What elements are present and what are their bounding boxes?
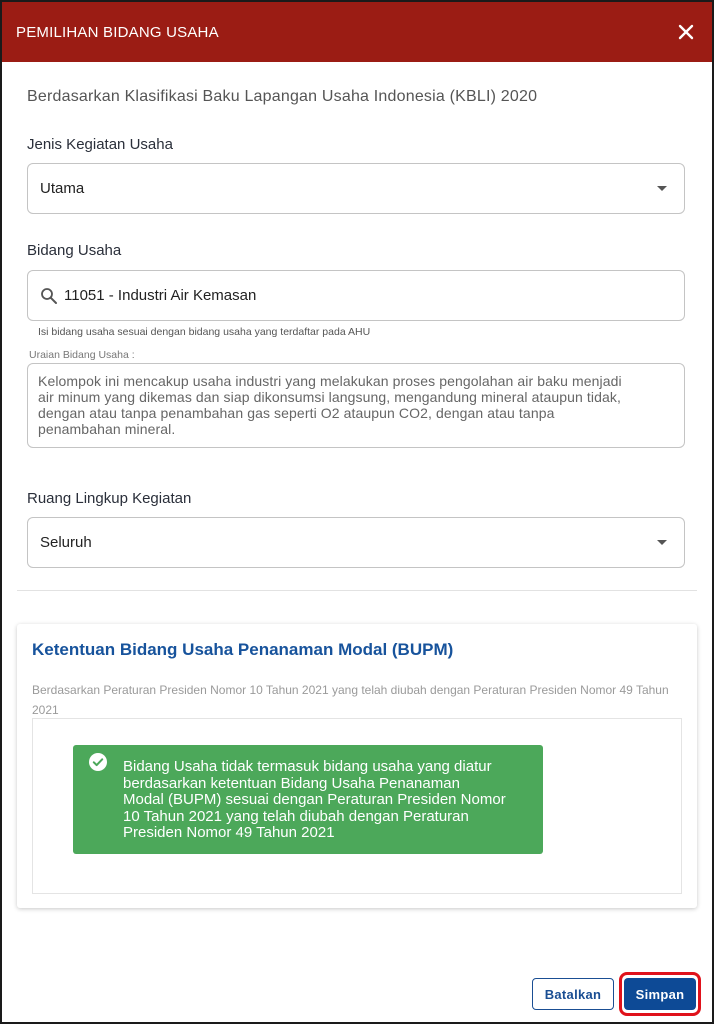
bidang-usaha-search-input[interactable] [27, 270, 685, 321]
bupm-success-alert [73, 745, 543, 854]
ruang-lingkup-value: Seluruh [40, 534, 92, 551]
uraian-line: Kelompok ini mencakup usaha industri yang melakukan proses pengolahan air baku menjadi [38, 373, 622, 389]
alert-line: Bidang Usaha tidak termasuk bidang usaha yang diatur [123, 758, 492, 775]
dialog-title: PEMILIHAN BIDANG USAHA [16, 23, 219, 41]
close-button[interactable] [674, 20, 698, 44]
search-icon [40, 286, 60, 306]
chevron-down-icon [657, 540, 667, 545]
bupm-description: Berdasarkan Peraturan Presiden Nomor 10 Tahun 2021 yang telah diubah dengan Peraturan Presiden Nomor 49 Tahun 2021 [32, 683, 669, 717]
check-circle-icon [89, 753, 107, 771]
alert-line: Presiden Nomor 49 Tahun 2021 [123, 824, 335, 841]
bupm-card [17, 624, 697, 908]
bidang-usaha-helper: Isi bidang usaha sesuai dengan bidang usaha yang terdaftar pada AHU [38, 326, 371, 338]
close-icon [678, 24, 694, 40]
bupm-result-box [32, 718, 682, 894]
kbli-subtitle: Berdasarkan Klasifikasi Baku Lapangan Usaha Indonesia (KBLI) 2020 [27, 88, 538, 105]
cancel-button[interactable]: Batalkan [532, 978, 614, 1010]
bupm-title: Ketentuan Bidang Usaha Penanaman Modal (BUPM) [32, 640, 454, 659]
uraian-line: dengan atau tanpa penambahan gas seperti O2 ataupun CO2, dengan atau tanpa [38, 405, 555, 421]
divider [17, 590, 697, 591]
bidang-usaha-value: 11051 - Industri Air Kemasan [64, 287, 257, 304]
alert-line: berdasarkan ketentuan Bidang Usaha Penanaman [123, 774, 460, 792]
jenis-kegiatan-label: Jenis Kegiatan Usaha [27, 136, 173, 153]
save-button[interactable]: Simpan [624, 978, 696, 1010]
alert-line: 10 Tahun 2021 yang telah diubah dengan Peraturan [123, 807, 469, 825]
ruang-lingkup-select[interactable] [27, 517, 685, 568]
jenis-kegiatan-value: Utama [40, 180, 85, 197]
jenis-kegiatan-select[interactable] [27, 163, 685, 214]
bidang-usaha-label: Bidang Usaha [27, 242, 122, 259]
uraian-label: Uraian Bidang Usaha : [29, 349, 135, 361]
dialog-header [2, 2, 712, 62]
uraian-textarea[interactable] [27, 363, 685, 448]
ruang-lingkup-label: Ruang Lingkup Kegiatan [27, 490, 192, 507]
chevron-down-icon [657, 186, 667, 191]
uraian-line: air minum yang dikemas dan siap dikonsumsi langsung, mengandung mineral ataupun tidak, [38, 389, 621, 405]
uraian-line: penambahan mineral. [38, 421, 176, 437]
alert-line: Modal (BUPM) sesuai dengan Peraturan Presiden Nomor [123, 791, 506, 808]
